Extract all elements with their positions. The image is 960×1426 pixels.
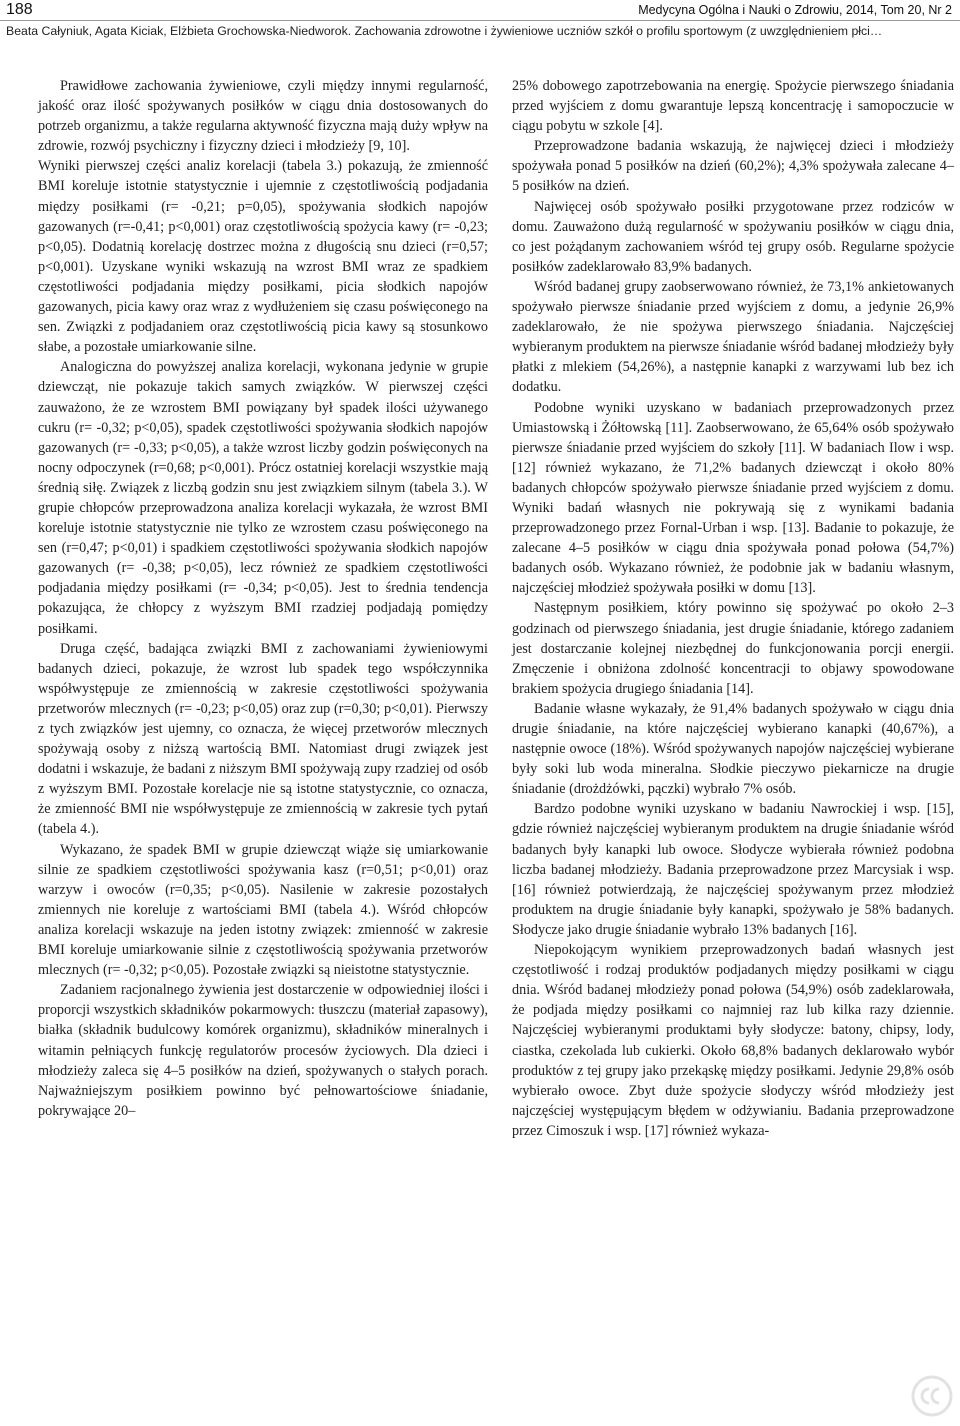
paragraph: Prawidłowe zachowania żywieniowe, czyli między innymi regularność, jakość oraz ilość spożywanych posiłków w ciągu dnia dostosowanych do potrzeb organizmu, a także regularna aktywność fizyczna mają duży wpływ na zdrowie, rozwój psychiczny i fizyczny dzieci i młodzieży [9, 10]. [38,78,488,155]
journal-title: Medycyna Ogólna i Nauki o Zdrowiu, 2014, Tom 20, Nr 2 [638,3,952,17]
right-column [512,76,954,1141]
cc-license-icon [910,1374,954,1418]
page-header [0,0,960,21]
paragraph: Najwięcej osób spożywało posiłki przygotowane przez rodziców w domu. Zauważono dużą regularność w spożywaniu posiłków w ciągu dnia, co jest pożądanym zachowaniem wśród tej grupy osób. Regularne spożycie posiłków zadeklarowało 83,9% badanych. [512,198,954,275]
paragraph: Wyniki pierwszej części analiz korelacji (tabela 3.) pokazują, że zmienność BMI koreluje istotnie statystycznie i ujemnie z częstotliwością podjadania między posiłkami (r= -0,21; p=0,05), spożywania słodkich napojów gazowanych (r=-0,41; p<0,001) oraz częstotliwością spożycia kawy (r= -0,23; p<0,05). Dodatnią korelację dostrzec można z długością snu dzieci (r=0,57; p<0,001). Uzyskane wyniki wskazują na wzrost BMI wraz ze spadkiem częstotliwości podjadania między posiłkami, picia słodkich napojów gazowanych, picia kawy oraz wraz z wydłużeniem się czasu poświęconego na sen. Związki z podjadaniem oraz częstotliwością picia kawy są stosunkowo słabe, a pozostałe umiarkowanie silne. [38,158,488,356]
paragraph: Niepokojącym wynikiem przeprowadzonych badań własnych jest częstotliwość i rodzaj produktów podjadanych między posiłkami w ciągu dnia. Wśród badanej młodzieży ponad połowa (54,9%) osób zadeklarowała, że podjada między posiłkami co najmniej raz lub kilka razy dziennie. Najczęściej wybieranymi produktami były słodycze: batony, chipsy, lody, ciastka, czekolada lub cukierki. Około 68,8% badanych deklarowało wybór produktów z tej grupy jako przekąskę między posiłkami. Jedynie 29,8% osób wybierało owoce. Zbyt duże spożycie słodyczy wśród młodzieży jest najczęściej występującym błędem w odżywianiu. Badania przeprowadzone przez Cimoszuk i wsp. [17] również wykaza- [512,942,954,1139]
paragraph: Następnym posiłkiem, który powinno się spożywać po około 2–3 godzinach od pierwszego śniadania, jest drugie śniadanie, którego zadaniem jest dostarczanie kolejnej niezbędnej do funkcjonowania porcji energii. Zmęczenie i obniżona zdolność koncentracji to objawy spowodowane brakiem spożycia drugiego śniadania [14]. [512,600,954,697]
page-number: 188 [6,1,33,18]
paragraph: Przeprowadzone badania wskazują, że najwięcej dzieci i młodzieży spożywała ponad 5 posiłków na dzień (60,2%); 4,3% spożywała zalecane 4–5 posiłków na dzień. [512,138,954,195]
paragraph: Bardzo podobne wyniki uzyskano w badaniu Nawrockiej i wsp. [15], gdzie również najczęściej wybieranym produktem na drugie śniadanie wśród badanych były kanapki lub owoce. Słodycze wybierała również podobna liczba badanej młodzieży. Badania przeprowadzone przez Marcysiak i wsp. [16] również potwierdzają, że najczęściej spożywanym przez młodzież produktem na drugie śniadanie były kanapki, spożywało je 58% badanych. Słodycze jako drugie śniadanie wybrało 13% badanych [16]. [512,801,954,938]
paragraph: Druga część, badająca związki BMI z zachowaniami żywieniowymi badanych dzieci, pokazuje, że wzrost lub spadek tego współczynnika współwystępuje ze zmiennością w zakresie częstotliwości spożywania przetworów mlecznych (r= -0,23; p<0,05) oraz zup (r=0,30; p<0,01). Pierwszy z tych związków jest ujemny, co oznacza, że więcej przetworów mlecznych spożywają osoby z niższą wartością BMI. Natomiast drugi związek jest dodatni i wskazuje, że badani z niższym BMI spożywają zupy rzadziej od osób z wyższym BMI. Pozostałe korelacje nie są istotne statystycznie, co oznacza, że zmienność BMI nie współwystępuje ze zmiennością w zakresie tych pytań (tabela 4.). [38,640,488,838]
paragraph: Analogiczna do powyższej analiza korelacji, wykonana jedynie w grupie dziewcząt, nie pokazuje takich samych związków. W pierwszej części zauważono, że ze wzrostem BMI powiązany był spadek ilości używanego cukru (r= -0,32; p<0,05), spadek częstotliwości spożywania słodkich napojów gazowanych (r= -0,33; p<0,05), a także wzrost liczby godzin poświęconych na nocny odpoczynek (r=0,68; p<0,001). Prócz ostatniej korelacji wszystkie mają średnią siłę. Związek z liczbą godzin snu jest związkiem silnym (tabela 3.). W grupie chłopców przeprowadzona analiza korelacji wykazała, że wzrost BMI koreluje istotnie statystycznie nie tylko ze wzrostem czasu poświęconego na sen (r=0,47; p<0,01) i spadkiem częstotliwości spożywania słodkich napojów gazowanych (r= -0,38; p<0,05), lecz również ze spadkiem częstotliwości podjadania między posiłkami (r= -0,34; p<0,05). Jest to średnia tendencja pokazująca, że chłopcy z wyższym BMI rzadziej podjadają pomiędzy posiłkami. [38,359,488,637]
paragraph: Podobne wyniki uzyskano w badaniach przeprowadzonych przez Umiastowską i Żółtowską [11]. Zaobserwowano, że 65,64% osób spożywało pierwsze śniadanie przed wyjściem do szkoły [11]. W badaniach Ilow i wsp. [12] również wykazano, że 71,2% badanych dziewcząt i około 80% badanych chłopców spożywało pierwsze śniadanie przed wyjściem z domu. Wyniki badań własnych nie pokrywają się z wynikami badania przeprowadzonego przez Fornal-Urban i wsp. [13]. Badanie to pokazuje, że zalecane 4–5 posiłków w ciągu dnia spożywała ponad połowa (54,7%) badanych osób. Wykazano również, że podobnie jak w badaniu własnym, najczęściej młodzież spożywała posiłki w domu [13]. [512,399,954,597]
paragraph: 25% dobowego zapotrzebowania na energię. Spożycie pierwszego śniadania przed wyjściem z domu gwarantuje lepszą koncentrację i samopoczucie w ciągu pobytu w szkole [4]. [512,78,954,135]
running-title: Beata Całyniuk, Agata Kiciak, Elżbieta Grochowska-Niedworok. Zachowania zdrowotne i żywieniowe uczniów szkół o profilu sportowym (z uwzględnieniem płci… [6,24,883,38]
paragraph: Zadaniem racjonalnego żywienia jest dostarczenie w odpowiedniej ilości i proporcji wszystkich składników pokarmowych: tłuszczu (materiał zapasowy), białka (składnik budulcowy komórek organizmu), składników mineralnych i witamin pełniących funkcję regulatorów procesów życiowych. Dla dzieci i młodzieży zaleca się 4–5 posiłków na dzień, spożywanych o stałych porach. Najważniejszym posiłkiem powinno być pełnowartościowe śniadanie, pokrywające 20– [38,982,488,1119]
paragraph: Badanie własne wykazały, że 91,4% badanych spożywało w ciągu dnia drugie śniadanie, na które najczęściej wybierano kanapki (40,67%), a następnie owoce (18%). Wśród spożywanych napojów najczęściej wybierane były soki lub woda mineralna. Słodkie pieczywo piekarnicze na drugie śniadanie (drożdżówki, pączki) wybrało 7% osób. [512,700,954,798]
left-column [38,76,488,1121]
paragraph: Wykazano, że spadek BMI w grupie dziewcząt wiąże się umiarkowanie silnie ze spadkiem częstotliwości spożywania kasz (r=0,51; p<0,01) oraz warzyw i owoców (r=0,35; p<0,05). Nasilenie w zakresie pozostałych zmiennych nie koreluje z wartościami BMI (tabela 4.). Wśród chłopców analiza korelacji wskazuje na jeden istotny związek: zmienność w zakresie BMI koreluje umiarkowanie silnie z częstotliwością spożywania przetworów mlecznych (r= -0,32; p<0,05). Pozostałe związki są nieistotne statystycznie. [38,841,488,979]
paragraph: Wśród badanej grupy zaobserwowano również, że 73,1% ankietowanych spożywało pierwsze śniadanie przed wyjściem z domu, a jedynie 26,9% zadeklarowało, że nie spożywa pierwszego śniadania. Najczęściej wybieranym produktem na pierwsze śniadanie wśród badanej młodzieży były płatki z mlekiem (54,26%), a następnie kanapki z warzywami lub bez ich dodatku. [512,278,954,396]
